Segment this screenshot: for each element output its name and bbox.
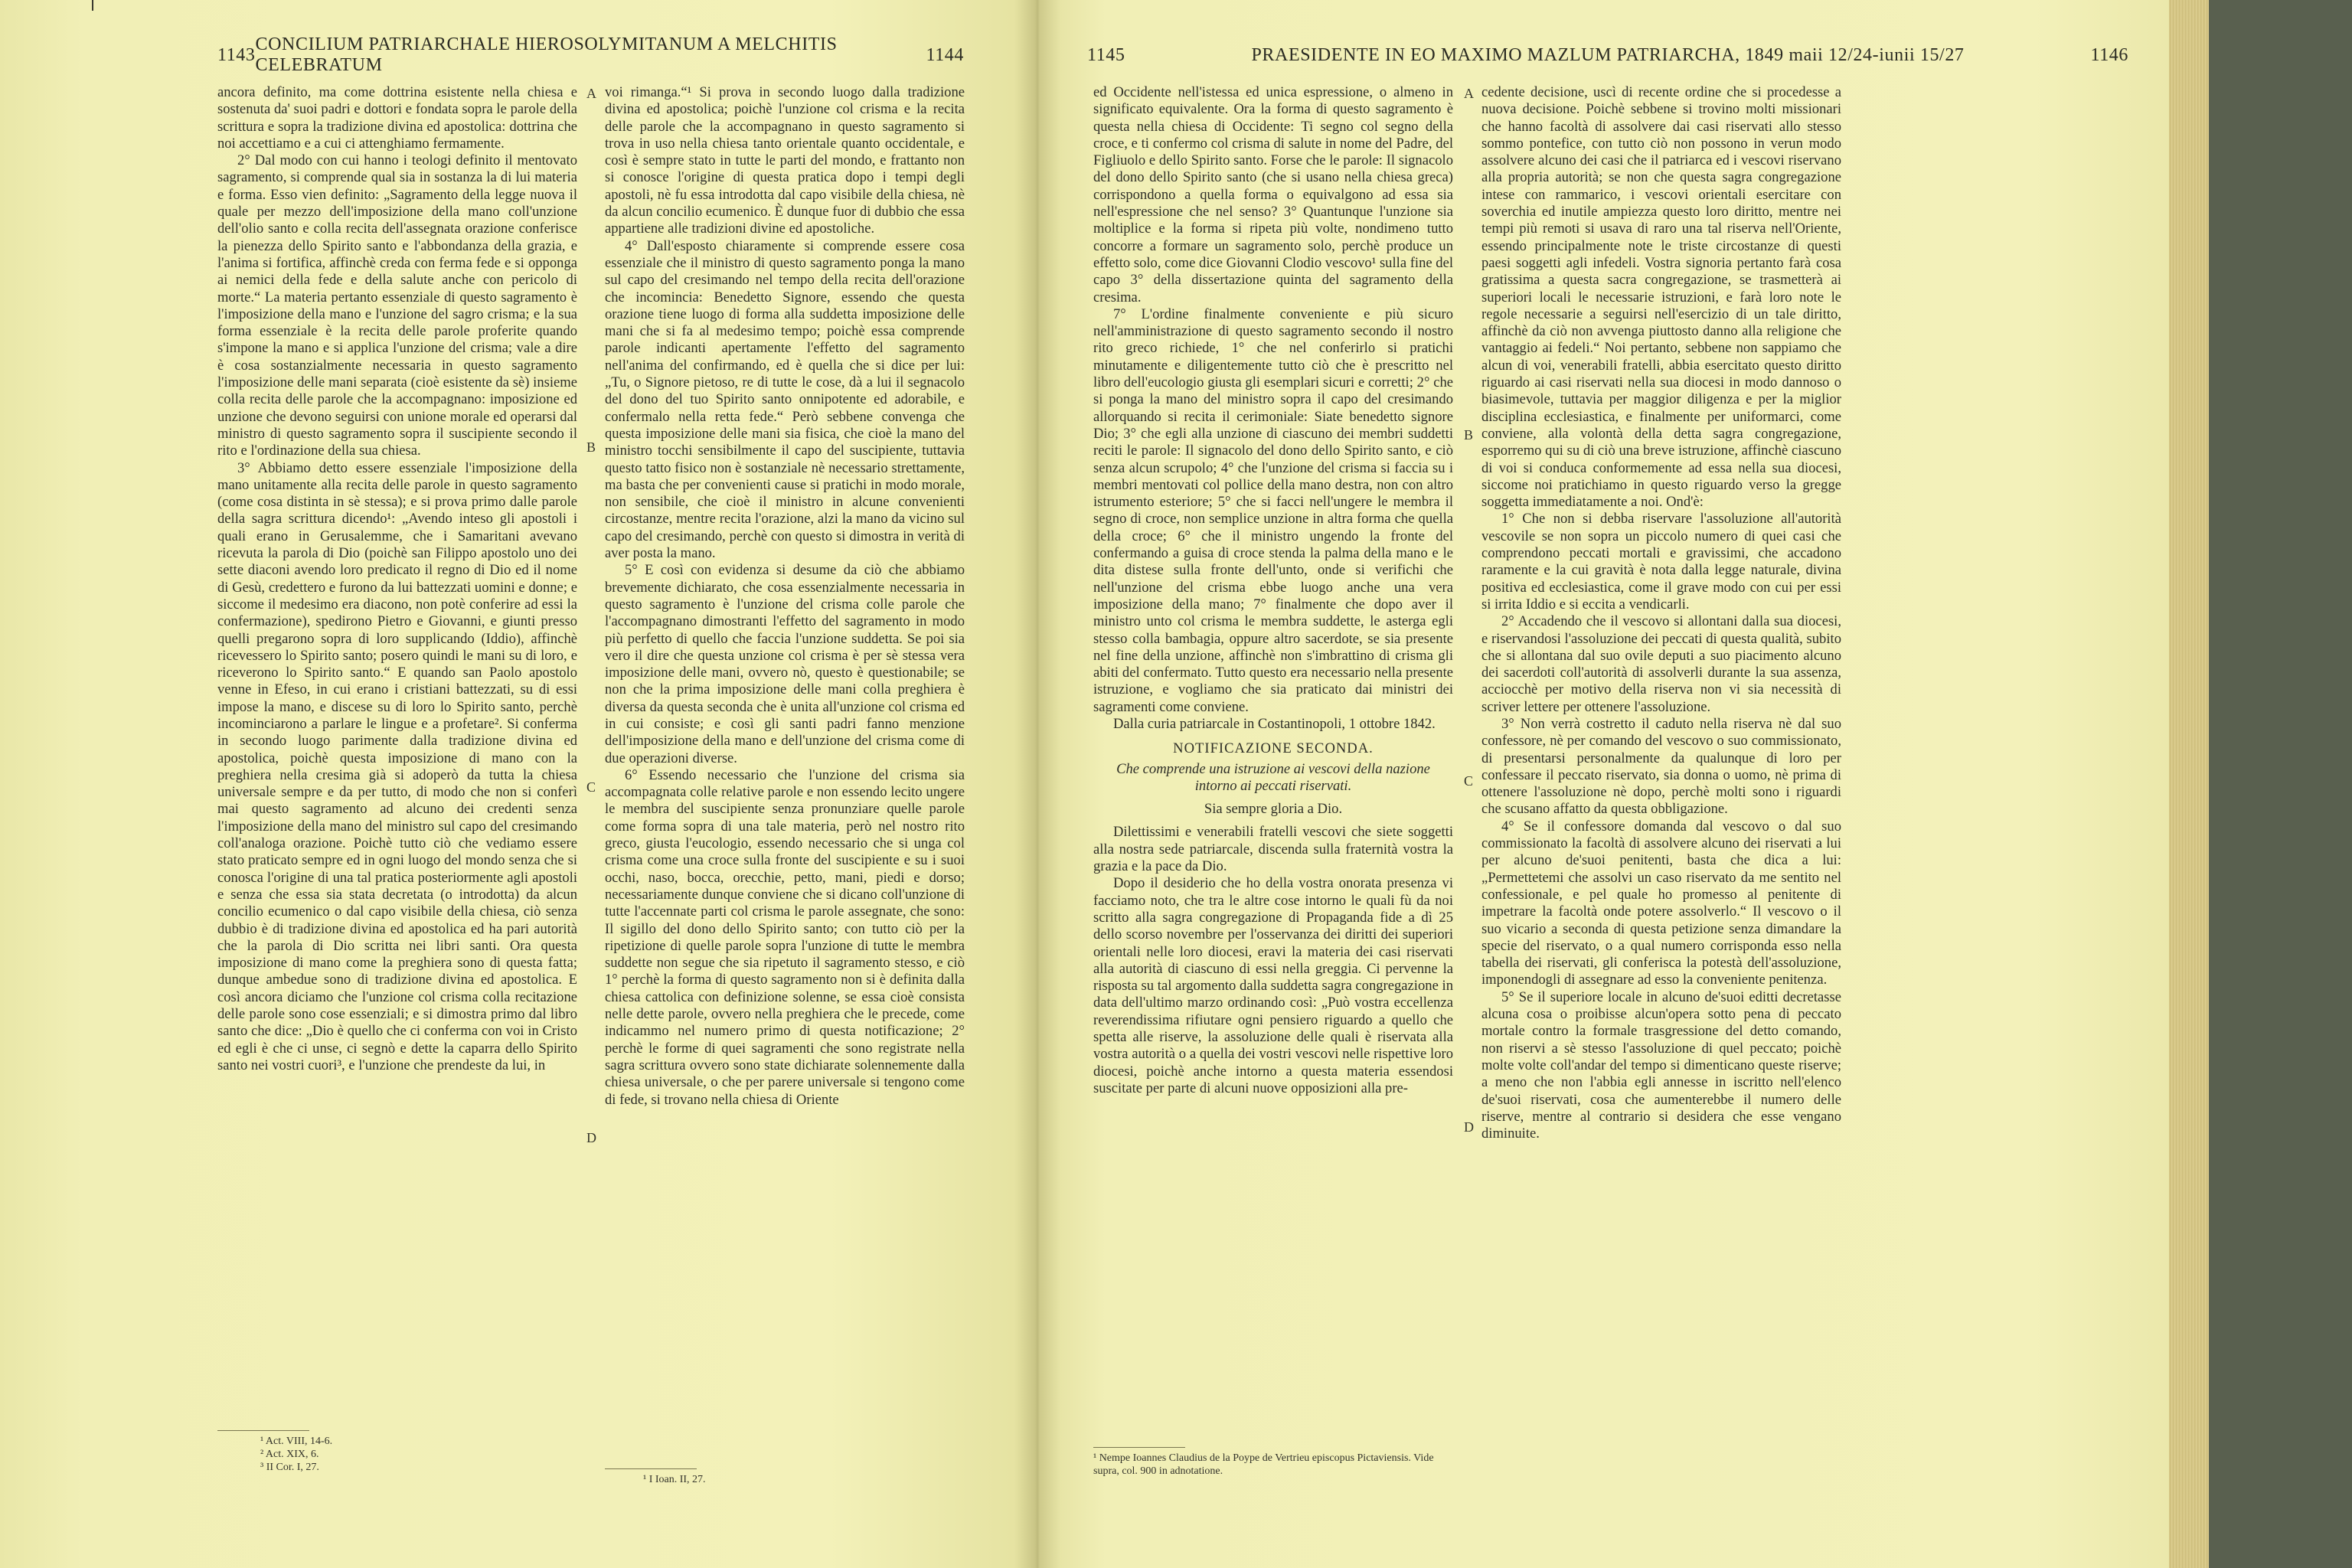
text-column-2 bbox=[605, 84, 965, 1109]
paragraph: 4° Dall'esposto chiaramente si comprende essere cosa essenziale che il ministro di questo sagramento ponga la mano sul capo del cresimando nel tempo della recita dell'orazione che incomincia: Benedetto Signore, essendo che questa orazione tiene luogo di forma alla suddetta imposizione delle mani che si fa al medesimo tempo; poichè essa comprende parole indicanti apertamente l'effetto del sagramento nell'anima del confirmando, ed è quella che si dice per lui: „Tu, o Signore pietoso, re di tutte le cose, dà a lui il segnacolo del dono del tuo Spirito santo onnipotente ed adorabile, e confermalo nella retta fede.“ Però sebbene convenga che questa imposizione delle mani sia fisica, che cioè la mano del ministro tocchi sensibilmente il capo del suscipiente, tuttavia questo tatto fisico non è sostanziale nè necessario strettamente, ma basta che per convenienti cause si pratichi in modo morale, non sensibile, che cioè il ministro in alcune convenienti circostanze, mentre recita l'orazione, alzi la mano da vicino sul capo del cresimando, perchè con questo si dimostra in verità di aver posta la mano. bbox=[605, 237, 965, 562]
margin-letter: A bbox=[1464, 86, 1474, 101]
paragraph: ancora definito, ma come dottrina esistente nella chiesa e sostenuta da' suoi padri e dottori e fondata sopra le parole della scrittura e sopra la tradizione divina ed apostolica: dottrina che noi accettiamo e a cui ci attenghiamo fermamente. bbox=[217, 84, 577, 152]
text-column-4 bbox=[1481, 84, 1841, 1142]
paragraph: 2° Accadendo che il vescovo si allontani dalla sua diocesi, e riservandosi l'assoluzione dei peccati di questa qualità, subito che si allontana dal suo ovile deputi a suo piacimento alcuno dei sacerdoti coll'autorità di assolverli durante la sua assenza, acciocchè per motivo della riserva non vi sia necessità di scriver lettere per ottenere l'assoluzione. bbox=[1481, 613, 1841, 715]
margin-letter: B bbox=[1464, 427, 1474, 443]
text-column-1 bbox=[217, 84, 577, 1074]
footnote: ³ II Cor. I, 27. bbox=[260, 1462, 319, 1473]
section-subtitle: Che comprende una istruzione ai vescovi della nazione intorno ai peccati riservati. bbox=[1116, 760, 1430, 794]
paragraph: 4° Se il confessore domanda dal vescovo o dal suo commissionato la facoltà di assolvere alcuno dei riservati a lui per alcuno de'suoi penitenti, basta che dica a lui: „Permettetemi che assolvi un caso riservato da me sentito nel confessionale, e pel quale ho promesso al penitente di impetrare la facoltà onde potere assolverlo.“ Il vescovo o il suo vicario a seconda di questa petizione senza dimandare la specie del riservato, o a qual numero corrisponda esso nella tabella dei riservati, gli conferisca la potestà dell'assoluzione, imponendogli di assegnare ad esso la conveniente penitenza. bbox=[1481, 818, 1841, 988]
margin-letter: C bbox=[1464, 773, 1474, 789]
greeting-line: Sia sempre gloria a Dio. bbox=[1204, 801, 1343, 818]
footnotes-column-3 bbox=[1093, 1452, 1453, 1478]
margin-letter: A bbox=[586, 86, 596, 101]
footnote: ¹ I Ioan. II, 27. bbox=[643, 1474, 706, 1485]
margin-letter: B bbox=[586, 439, 596, 455]
paragraph: 2° Dal modo con cui hanno i teologi definito il mentovato sagramento, si comprende qual sia in sostanza la di lui materia e forma. Esso vien definito: „Sagramento della legge nuova il quale per mezzo dell'imposizione della mano coll'unzione dell'olio santo e colla recita dell'assegnata orazione conferisce la pienezza dello Spirito santo e l'abbondanza della grazia, e l'anima si fortifica, affinchè creda con ferma fede e si opponga ai nemici della fede e della salute anche con pericolo di morte.“ La materia pertanto essenziale di questo sagramento è l'imposizione della mano e l'unzione del sagro crisma; e la sua forma essenziale è la recita delle parole proferite quando s'impone la mano e si applica l'unzione del crisma; vale a dire è cosa sostanzialmente necessaria in questo sagramento l'imposizione delle mani separata (cioè esistente da sè) insieme colla recita delle parole che la accompagnano: imposizione ed unzione che devono seguirsi con unione morale ed operarsi dal ministro di questo sagramento sopra il suscipiente secondo il rito e l'ordinazione della sua chiesa. bbox=[217, 152, 577, 459]
footnote-rule bbox=[605, 1468, 697, 1469]
paragraph: voi rimanga.“¹ Si prova in secondo luogo dalla tradizione divina ed apostolica; poichè l'unzione col crisma e la recita delle parole che la accompagnano in questo sagramento si trova in uso nella chiesa tanto orientale quanto occidentale, e così è sempre stato in tutte le parti del mondo, e frattanto non si conosce l'origine di questa pratica dopo i tempi degli apostoli, nè fu essa introdotta dal capo visibile della chiesa, nè da alcun concilio ecumenico. È dunque fuor di dubbio che essa appartiene alle tradizioni divine ed apostoliche. bbox=[605, 84, 965, 237]
running-title: CONCILIUM PATRIARCHALE HIEROSOLYMITANUM A MELCHITIS CELEBRATUM bbox=[255, 34, 838, 75]
footnote-rule bbox=[1093, 1447, 1185, 1448]
footnote: ¹ Nempe Ioannes Claudius de la Poype de Vertrieu episcopus Pictaviensis. Vide supra, col. 900 in adnotatione. bbox=[1093, 1452, 1434, 1477]
text-column-3 bbox=[1093, 84, 1453, 1097]
margin-letter: D bbox=[586, 1130, 596, 1145]
page-number: 1143 bbox=[217, 44, 256, 65]
footnotes-column-1 bbox=[260, 1435, 567, 1474]
margin-letter: C bbox=[586, 779, 596, 795]
background-cover bbox=[2209, 0, 2352, 1568]
paragraph: ed Occidente nell'istessa ed unica espressione, o almeno in significato equivalente. Ora la forma di questo sagramento è questa nella chiesa di Occidente: Ti segno col segno della croce, e ti confermo col crisma di salute in nome del Padre, del Figliuolo e dello Spirito santo. Forse che le parole: Il signacolo del dono dello Spirito santo (che si usano nella chiesa greca) corrispondono a quella forma o equivalgono ad essa sia nell'espressione che nel senso? 3° Quantunque l'unzione sia moltiplice e la forma si ripeta più volte, nondimeno tutto concorre a formare un sagramento solo, perchè produce un effetto solo, come dice Giovanni Clodio vescovo¹ sulla fine del capo 3° della dissertazione quinta del sagramento della cresima. bbox=[1093, 84, 1453, 305]
margin-letter: D bbox=[1464, 1119, 1474, 1135]
paragraph: cedente decisione, uscì di recente ordine che si procedesse a nuova decisione. Poichè sebbene si trovino molti missionari che hanno facoltà di assolvere dai casi riservati allo stesso sommo pontefice, con tutto ciò non possono in verun modo assolvere alcuno dei casi che il patriarca ed i vescovi riservano alla propria autorità; se non che questa sagra congregazione intese con rammarico, i vescovi orientali esercitare con soverchia ed inutile ampiezza questo loro diritto, mentre nei tempi più remoti si usava di raro una tal riserva nell'Oriente, essendo principalmente note le triste circostanze di questi paesi soggetti agli infedeli. Vostra signoria pertanto farà cosa gratissima a questa sacra congregazione, se trasmetterà ai superiori locali le necessarie istruzioni, e farà loro note le regole necessarie a seguirsi nell'esercizio di un tale diritto, affinchè da ciò non avvenga piuttosto danno alla religione che vantaggio ai fedeli.“ Noi pertanto, sebbene non sappiamo che alcun di voi, venerabili fratelli, abbia esercitato questo diritto riguardo ai casi riservati nella sua diocesi in modo dannoso o biasimevole, tuttavia per maggior diligenza e per la miglior disciplina ecclesiastica, e finalmente per uniformarci, come conviene, alla volontà della detta sagra congregazione, esporremo qui su di ciò una breve istruzione, affinchè ciascuno di voi si conduca conformemente ad essa nella sua diocesi, siccome noi pratichiamo in questo riguardo verso la gregge soggetta immediatamente a noi. Ond'è: bbox=[1481, 84, 1841, 511]
left-running-head bbox=[217, 34, 964, 75]
footnote-rule bbox=[217, 1430, 309, 1431]
paragraph: 6° Essendo necessario che l'unzione del crisma sia accompagnata colle relative parole e non essendo lecito ungere le membra del suscipiente senza pronunziare quelle parole come forma sopra di una tale materia, però nel nostro rito greco, giusta l'eucologio, essendo necessario che si unga col crisma come una croce sulla fronte del suscipiente e su i suoi occhi, naso, bocca, orecchie, petto, mani, piedi e dorso; necessariamente dunque conviene che si dicano coll'unzione di tutte l'accennate parti col crisma le parole assegnate, che sono: Il sigillo del dono dello Spirito santo; con tutto ciò per la ripetizione di quelle parole sopra l'unzione di tutte le membra suddette non segue che sia ripetuto il sagramento stesso, e ciò 1° perchè la forma di questo sagramento non si è definita dalla chiesa cattolica con definizione solenne, se essa cioè consista nelle dette parole, ovvero nella preghiera che le precede, come indicammo nel numero primo di questa notificazione; 2° perchè le forme di quei sagramenti che sono registrate nella sagra scrittura ovvero sono state dichiarate solennemente dalla chiesa universale, o che per parere universale si tengono come di fede, si trovano nella chiesa di Oriente bbox=[605, 766, 965, 1108]
page-number: 1144 bbox=[926, 44, 964, 65]
paragraph: 7° L'ordine finalmente conveniente e più sicuro nell'amministrazione di questo sagramento secondo il nostro rito greco richiede, 1° che nel conferirlo si pratichi minutamente e diligentemente tutto ciò che è prescritto nel libro dell'eucologio giusta gli esemplari sicuri e corretti; 2° che si ponga la mano del ministro sopra il capo del cresimando allorquando si recita il cerimoniale: Siate benedetto signore Dio; 3° che egli alla unzione di ciascuno dei membri suddetti reciti le parole: Il signacolo del dono dello Spirito santo, e ciò senza alcun scrupolo; 4° che l'unzione del crisma si faccia su i membri mentovati col pollice della mano destra, non con altro istrumento esteriore; 5° che si facci nell'ungere le membra il segno di croce, non semplice unzione in altra forma che quella della croce; 6° che il ministro ungendo la fronte del confermando a guisa di croce stenda la palma della mano e le dita distese sulla fronte dell'unto, onde si verifichi che nell'unzione del crisma ebbe luogo anche una vera imposizione della mano; 7° finalmente che dopo aver il ministro unto col crisma le membra suddette, le asterga egli stesso colla bambagia, oppure altro sacerdote, se sia presente nel fine della unzione, affinchè non s'imbrattino di crisma gli abiti del confermato. Tutto questo era necessario nella presente istruzione, e vogliamo che sia praticato dai ministri dei sagramenti come conviene. bbox=[1093, 305, 1453, 715]
footnote: ¹ Act. VIII, 14-6. bbox=[260, 1436, 333, 1447]
paragraph: Dilettissimi e venerabili fratelli vescovi che siete soggetti alla nostra sede patriarcale, discenda sulla fraternità vostra la grazia e la pace da Dio. bbox=[1093, 824, 1453, 875]
paragraph: 3° Abbiamo detto essere essenziale l'imposizione della mano unitamente alla recita delle parole in questo sagramento (come cosa distinta in sè stessa); e si prova primo dalle parole della sagra scrittura dicendo¹: „Avendo inteso gli apostoli i quali erano in Gerusalemme, che i Samaritani avevano ricevuta la parola di Dio (poichè san Filippo apostolo uno dei sette diaconi avendo loro predicato il regno di Dio ed il nome di Gesù, credettero e furono da lui battezzati uomini e donne; e siccome il medesimo era diacono, non potè conferire ad essi la confermazione), spedirono Pietro e Giovanni, e giunti presso quelli pregarono sopra di loro supplicando (Iddio), affinchè ricevessero lo Spirito santo; posero quindi le mani su di loro, e riceverono lo Spirito santo.“ E quando san Paolo apostolo venne in Efeso, in cui erano i cristiani battezzati, su di essi impose la mano, e discese su di loro lo Spirito santo, perchè incominciarono a parlare le lingue e a profetare². Si conferma in secondo luogo parimente dalla tradizione divina ed apostolica, poichè questa imposizione di mano con la preghiera nella cresima già si adoperò da tutta la chiesa universale sempre e da per tutto, di modo che non si conferì mai questo sagramento ad alcuno dei credenti senza l'imposizione della mano del ministro sul capo del cresimando coll'analoga orazione. Poichè tutto ciò che vediamo essere stato praticato sempre ed in ogni luogo del mondo senza che si conosca l'origine di una tal pratica posteriormente agli apostoli e senza che essa sia stata decretata (o introdotta) da alcun concilio ecumenico o dal capo visibile della chiesa, ciò senza dubbio è di tradizione divina ed apostolica ed ha pari autorità che la parola di Dio scritta nei libri santi. Ora questa imposizione di mano come la preghiera sono di questa fatta; dunque ambedue sono di tradizione divina ed apostolica. E così ancora diciamo che l'unzione col crisma colla recitazione delle parole sono cose essenziali; e si dimostra primo dal libro santo che dice: „Dio è quello che ci conferma con voi in Cristo ed egli è che ci unse, ci segnò e dette la caparra dello Spirito santo nei vostri cuori³, e l'unzione che prendeste da lui, in bbox=[217, 459, 577, 1073]
book-gutter bbox=[1014, 0, 1060, 1568]
page-edges bbox=[2169, 0, 2209, 1568]
section-title: NOTIFICAZIONE SECONDA. bbox=[1173, 740, 1374, 757]
page-mark bbox=[92, 0, 93, 11]
paragraph: Dopo il desiderio che ho della vostra onorata presenza vi facciamo noto, che tra le altre cose intorno le quali fù da noi scritto alla sagra congregazione di Propaganda fide a dì 25 dello scorso novembre per l'osservanza dei diritti dei superiori orientali nelle loro diocesi, eravi la materia dei casi riservati alla autorità di ciascuno di essi nella greggia. Ci pervenne la risposta su tal argomento dalla suddetta sagra congregazione in data dell'ultimo marzo ordinando così: „Può vostra eccellenza reverendissima rifiutare ogni pensiero riguardo a quello che spetta alle riserve, la assoluzione delle quali è riservata alla vostra autorità o a quella dei vostri vescovi nelle rispettive loro diocesi, poichè anche intorno a questa materia essendosi suscitate per parte di alcuni nuove opposizioni alla pre- bbox=[1093, 875, 1453, 1096]
footnotes-column-2 bbox=[643, 1473, 949, 1486]
paragraph: 3° Non verrà costretto il caduto nella riserva nè dal suo confessore, nè per comando del vescovo o suo commissionato, di presentarsi personalmente da qualunque di loro per confessare il peccato riservato, sia donna o uomo, nè prima di ottenere l'assoluzione nè dopo, perchè molti sono i riguardi che scusano affatto da questa obbligazione. bbox=[1481, 715, 1841, 818]
paragraph: 5° Se il superiore locale in alcuno de'suoi editti decretasse alcuna cosa o proibisse alcun'opera sotto pena di peccato mortale contro la formale trasgressione del detto comando, non riservi a sè stesso l'assoluzione di quel peccato; poichè molte volte coll'andar del tempo si dimenticano queste riserve; a meno che non l'abbia egli annesse in iscritto nell'elenco de'suoi riservati, cosa che aumenterebbe il numero delle riserve, mentre al contrario si desidera che esse vengano diminuite. bbox=[1481, 988, 1841, 1142]
footnote: ² Act. XIX, 6. bbox=[260, 1449, 319, 1460]
running-title: PRAESIDENTE IN EO MAXIMO MAZLUM PATRIARCHA, 1849 maii 12/24-iunii 15/27 bbox=[1251, 44, 1965, 65]
right-running-head bbox=[1087, 40, 2128, 70]
paragraph: Dalla curia patriarcale in Costantinopoli, 1 ottobre 1842. bbox=[1113, 715, 1436, 732]
paragraph: 1° Che non si debba riservare l'assoluzione all'autorità vescovile se non sopra un piccolo numero di quei casi che comprendono peccati mortali e gravissimi, che accadono raramente e la cui gravità è nota dalla legge naturale, divina positiva ed ecclesiastica, come il grave modo con cui per essi si irrita Iddio e si eccita a vendicarli. bbox=[1481, 511, 1841, 612]
page-number: 1146 bbox=[2090, 44, 2128, 65]
page-number: 1145 bbox=[1087, 44, 1125, 65]
paragraph: 5° E così con evidenza si desume da ciò che abbiamo brevemente dichiarato, che cosa essenzialmente necessaria in questo sagramento è l'unzione del crisma colle parole che l'accompagnano dimostranti l'effetto del sagramento in modo più perfetto di quello che faccia l'unzione suddetta. Se poi sia vero il dire che questa unzione col crisma è per sè stessa vera imposizione delle mani, ovvero nò, questo è questionabile; se non che la prima imposizione delle mani colla preghiera è diversa da questa seconda che è unita all'unzione col crisma ed in cui consiste; e così gli santi padri fanno menzione dell'imposizione della mano e dell'unzione del crisma come di due operazioni diverse. bbox=[605, 562, 965, 766]
